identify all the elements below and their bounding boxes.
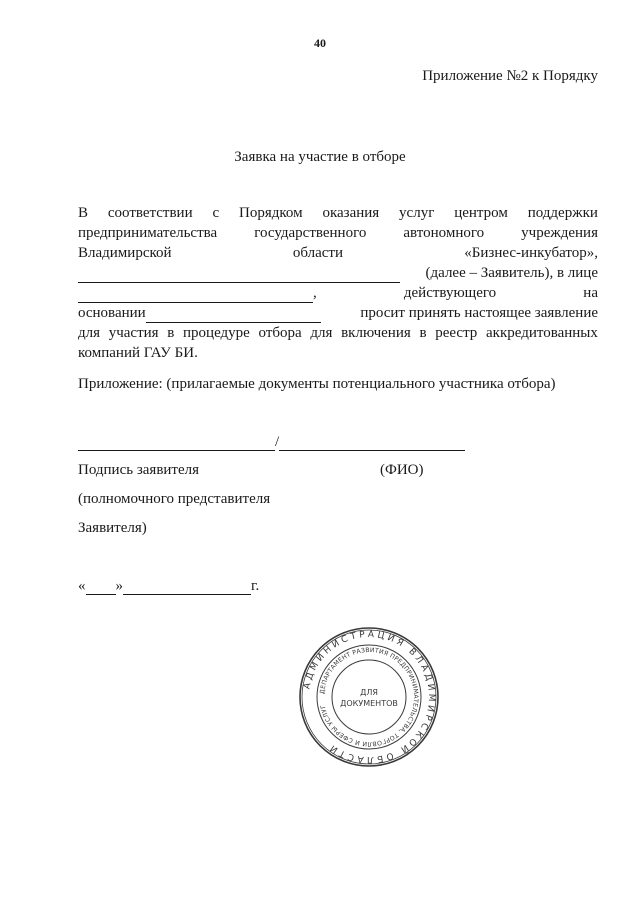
body-word: участия (108, 325, 159, 341)
date-row (78, 578, 259, 595)
body-word: автономного (403, 225, 485, 241)
body-word: в (419, 325, 427, 341)
body-text: просит принять настоящее заявление (360, 305, 598, 321)
body-word: «Бизнес-инкубатор», (464, 245, 598, 261)
body-text: основании (78, 305, 146, 321)
body-text: компаний ГАУ БИ. (78, 345, 198, 361)
body-word: включения (341, 325, 411, 341)
representative-blank[interactable] (78, 288, 313, 303)
official-stamp (299, 627, 439, 767)
stamp-outer-text: АДМИНИСТРАЦИЯ ВЛАДИМИРСКОЙ ОБЛАСТИ (302, 629, 437, 765)
body-word: центром (454, 205, 508, 221)
body-text: , (313, 285, 317, 301)
fio-blank[interactable] (279, 436, 465, 451)
date-open-quote: « (78, 578, 86, 594)
signature-label: Подпись заявителя (78, 462, 200, 478)
date-close-quote: » (115, 578, 123, 594)
body-word: в (167, 325, 175, 341)
body-word: области (292, 245, 343, 261)
body-word: для (78, 325, 101, 341)
stamp-middle-circle (317, 645, 421, 749)
page-number: 40 (314, 36, 326, 50)
stamp-center-line-2: ДОКУМЕНТОВ (340, 699, 398, 708)
body-word: услуг (399, 205, 435, 221)
body-word: учреждения (521, 225, 598, 241)
body-line-6 (78, 303, 598, 323)
body-line-8 (78, 343, 598, 363)
body-word: на (583, 285, 598, 301)
body-word: соответствии (107, 205, 193, 221)
body-line-7 (78, 323, 598, 343)
body-word: В (78, 205, 89, 221)
body-word: аккредитованных (486, 325, 598, 341)
body-word: оказания (322, 205, 380, 221)
body-text: (далее – Заявитель), в лице (425, 265, 598, 281)
representative-note-line-1: (полномочного представителя (78, 491, 271, 507)
body-word: Порядком (238, 205, 303, 221)
day-blank[interactable] (86, 580, 116, 595)
month-blank[interactable] (123, 580, 251, 595)
body-line-5 (78, 283, 598, 303)
representative-field (78, 283, 317, 303)
stamp-inner-text: ДЕПАРТАМЕНТ РАЗВИТИЯ ПРЕДПРИНИМАТЕЛЬСТВА, ТОРГОВЛИ И СФЕРЫ УСЛУГ (319, 646, 420, 748)
basis-field (78, 303, 321, 323)
body-word: действующего (403, 285, 497, 301)
body-word: процедуре (183, 325, 250, 341)
body-line-2 (78, 223, 598, 243)
year-suffix: г. (251, 578, 260, 594)
signature-blank[interactable] (78, 436, 275, 451)
body-word: отбора (258, 325, 302, 341)
fio-label: (ФИО) (380, 462, 424, 478)
stamp-center-line-1: ДЛЯ (360, 688, 378, 697)
body-word: реестр (435, 325, 478, 341)
body-word: государственного (254, 225, 367, 241)
body-word: для (310, 325, 333, 341)
document-title: Заявка на участие в отборе (234, 149, 406, 165)
basis-blank[interactable] (146, 308, 321, 323)
signature-row (78, 434, 465, 451)
signature-separator: / (275, 434, 280, 450)
body-word: предпринимательства (78, 225, 218, 241)
body-line-1 (78, 203, 598, 223)
body-line-4 (78, 263, 598, 283)
body-word: с (212, 205, 220, 221)
representative-note-line-2: Заявителя) (78, 520, 147, 536)
body-word: Владимирской (78, 245, 172, 261)
stamp-inner-circle (332, 660, 406, 734)
applicant-name-blank[interactable] (78, 268, 400, 283)
attachment-text: Приложение: (прилагаемые документы потенциального участника отбора) (78, 376, 556, 392)
attachment-line (78, 374, 598, 394)
body-word: поддержки (527, 205, 598, 221)
appendix-reference: Приложение №2 к Порядку (422, 68, 598, 84)
body-line-3 (78, 243, 598, 263)
